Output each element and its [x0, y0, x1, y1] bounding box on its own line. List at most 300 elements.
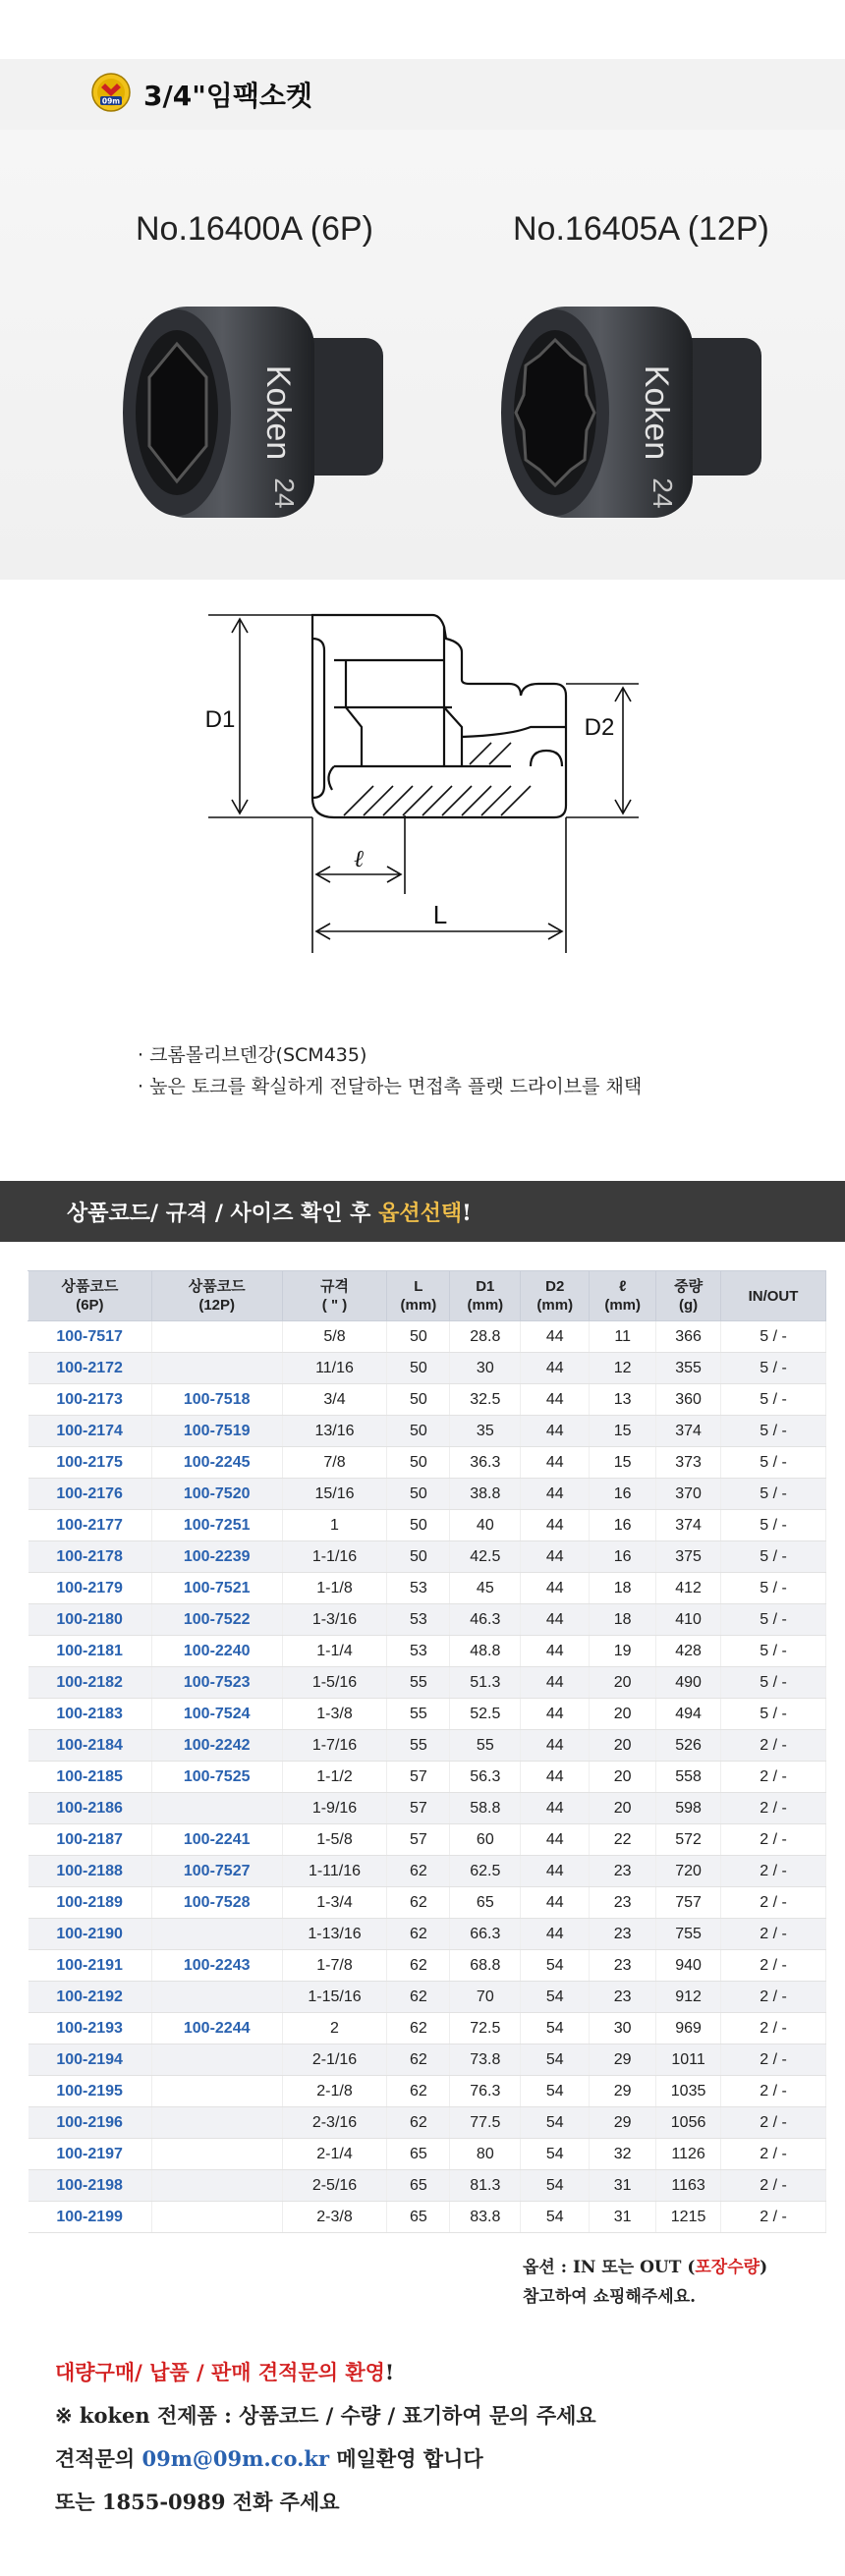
table-cell: 62 [387, 2107, 450, 2139]
table-row [28, 1541, 826, 1573]
table-header-cell [521, 1271, 590, 1321]
table-cell: 2 / - [721, 1919, 826, 1950]
table-cell: 428 [656, 1636, 721, 1667]
header-unit: (6P) [76, 1297, 104, 1314]
product-code-cell[interactable]: 100-2196 [28, 2107, 152, 2139]
table-cell: 54 [521, 1950, 590, 1982]
table-cell: 13 [590, 1384, 656, 1416]
product-code-cell[interactable]: 100-2197 [28, 2139, 152, 2170]
product-code-cell[interactable]: 100-2193 [28, 2013, 152, 2044]
banner-end: ! [462, 1201, 472, 1226]
table-cell: 44 [521, 1384, 590, 1416]
product-code-cell[interactable]: 100-7525 [151, 1762, 282, 1793]
table-cell: 1-9/16 [282, 1793, 387, 1824]
table-cell: 51.3 [450, 1667, 521, 1699]
table-cell: 32.5 [450, 1384, 521, 1416]
note-material: · 크롬몰리브덴강(SCM435) [138, 1044, 367, 1066]
svg-text:09m: 09m [101, 96, 121, 106]
table-cell: 46.3 [450, 1604, 521, 1636]
table-cell: 29 [590, 2076, 656, 2107]
product-code-cell [151, 2107, 282, 2139]
table-cell: 53 [387, 1573, 450, 1604]
table-cell: 5 / - [721, 1636, 826, 1667]
table-cell: 1-3/16 [282, 1604, 387, 1636]
table-cell: 1-7/16 [282, 1730, 387, 1762]
product-code-cell[interactable]: 100-7517 [28, 1321, 152, 1353]
product-code-cell[interactable]: 100-2179 [28, 1573, 152, 1604]
contact-email-post: 메일환영 합니다 [329, 2446, 483, 2471]
table-cell: 42.5 [450, 1541, 521, 1573]
table-cell: 5 / - [721, 1416, 826, 1447]
table-cell: 366 [656, 1321, 721, 1353]
table-cell: 1-3/4 [282, 1887, 387, 1919]
table-cell: 1-3/8 [282, 1699, 387, 1730]
table-cell: 62 [387, 1919, 450, 1950]
table-cell: 44 [521, 1887, 590, 1919]
header-unit: (mm) [536, 1297, 574, 1314]
table-cell: 62 [387, 1887, 450, 1919]
product-code-cell [151, 1321, 282, 1353]
svg-text:24: 24 [269, 477, 300, 509]
product-code-cell[interactable]: 100-7251 [151, 1510, 282, 1541]
table-cell: 44 [521, 1604, 590, 1636]
product-code-cell [151, 2139, 282, 2170]
product-code-cell[interactable]: 100-2245 [151, 1447, 282, 1479]
product-name-12p: No.16405A (12P) [513, 210, 769, 248]
table-cell: 48.8 [450, 1636, 521, 1667]
product-code-cell[interactable]: 100-7519 [151, 1416, 282, 1447]
contact-bulk-text: 대량구매/ 납품 / 판매 견적문의 환영 [55, 2360, 385, 2384]
table-cell: 2 / - [721, 1730, 826, 1762]
product-code-cell[interactable]: 100-2198 [28, 2170, 152, 2202]
table-row [28, 1982, 826, 2013]
table-cell: 360 [656, 1384, 721, 1416]
table-cell: 755 [656, 1919, 721, 1950]
table-cell: 65 [450, 1887, 521, 1919]
table-cell: 83.8 [450, 2202, 521, 2233]
table-cell: 55 [387, 1667, 450, 1699]
table-cell: 940 [656, 1950, 721, 1982]
product-code-cell[interactable]: 100-2176 [28, 1479, 152, 1510]
product-code-cell[interactable]: 100-2185 [28, 1762, 152, 1793]
table-cell: 355 [656, 1353, 721, 1384]
table-row [28, 1636, 826, 1667]
table-cell: 54 [521, 2044, 590, 2076]
table-row [28, 2076, 826, 2107]
table-cell: 68.8 [450, 1950, 521, 1982]
table-cell: 50 [387, 1541, 450, 1573]
table-cell: 1126 [656, 2139, 721, 2170]
table-cell: 44 [521, 1541, 590, 1573]
table-cell: 598 [656, 1793, 721, 1824]
table-cell: 44 [521, 1573, 590, 1604]
option-note-end: ) [760, 2258, 768, 2277]
table-cell: 2 / - [721, 1793, 826, 1824]
table-cell: 44 [521, 1762, 590, 1793]
contact-phone-text: 또는 1855-0989 전화 주세요 [55, 2490, 340, 2514]
table-header-cell [151, 1271, 282, 1321]
table-header-cell [656, 1271, 721, 1321]
table-cell: 1-5/8 [282, 1824, 387, 1856]
table-header-cell [28, 1271, 152, 1321]
table-cell: 65 [387, 2170, 450, 2202]
product-code-cell[interactable]: 100-2191 [28, 1950, 152, 1982]
table-cell: 23 [590, 1887, 656, 1919]
product-code-cell[interactable]: 100-2181 [28, 1636, 152, 1667]
table-cell: 62 [387, 1856, 450, 1887]
table-cell: 1011 [656, 2044, 721, 2076]
product-code-cell[interactable]: 100-2174 [28, 1416, 152, 1447]
svg-text:D1: D1 [204, 706, 236, 733]
header-label: ℓ [618, 1278, 627, 1295]
product-code-cell[interactable]: 100-2183 [28, 1699, 152, 1730]
table-cell: 30 [590, 2013, 656, 2044]
product-code-cell [151, 1919, 282, 1950]
product-code-cell[interactable]: 100-2199 [28, 2202, 152, 2233]
table-cell: 2 / - [721, 2107, 826, 2139]
table-cell: 2 / - [721, 1887, 826, 1919]
table-cell: 1-15/16 [282, 1982, 387, 2013]
table-cell: 50 [387, 1447, 450, 1479]
product-code-cell[interactable]: 100-2189 [28, 1887, 152, 1919]
table-cell: 2 / - [721, 1824, 826, 1856]
table-cell: 1056 [656, 2107, 721, 2139]
table-cell: 53 [387, 1636, 450, 1667]
table-cell: 2 / - [721, 1950, 826, 1982]
table-cell: 11/16 [282, 1353, 387, 1384]
table-cell: 1-1/8 [282, 1573, 387, 1604]
table-cell: 44 [521, 1824, 590, 1856]
table-cell: 16 [590, 1510, 656, 1541]
contact-info [55, 2351, 596, 2524]
table-cell: 912 [656, 1982, 721, 2013]
table-cell: 558 [656, 1762, 721, 1793]
table-cell: 57 [387, 1824, 450, 1856]
socket-section-drawing [0, 580, 845, 1002]
page-title: 3/4"임팩소켓 [143, 80, 312, 112]
table-cell: 5/8 [282, 1321, 387, 1353]
table-body [28, 1321, 826, 2233]
product-code-cell[interactable]: 100-2240 [151, 1636, 282, 1667]
spec-table [28, 1270, 826, 2233]
table-row [28, 2202, 826, 2233]
table-cell: 374 [656, 1416, 721, 1447]
svg-text:ℓ: ℓ [354, 847, 364, 872]
svg-text:Koken: Koken [259, 364, 297, 461]
product-image-area [0, 130, 845, 580]
option-note [523, 2253, 767, 2312]
table-cell: 62 [387, 2076, 450, 2107]
table-cell: 62 [387, 1950, 450, 1982]
table-cell: 44 [521, 1447, 590, 1479]
table-row [28, 1667, 826, 1699]
header-label: D1 [476, 1278, 495, 1295]
product-code-cell[interactable]: 100-7521 [151, 1573, 282, 1604]
product-code-cell [151, 2076, 282, 2107]
table-cell: 373 [656, 1447, 721, 1479]
table-cell: 490 [656, 1667, 721, 1699]
table-row [28, 1856, 826, 1887]
table-cell: 18 [590, 1573, 656, 1604]
header-label: 상품코드 [188, 1278, 246, 1295]
table-cell: 23 [590, 1856, 656, 1887]
table-cell: 22 [590, 1824, 656, 1856]
table-cell: 57 [387, 1762, 450, 1793]
table-cell: 57 [387, 1793, 450, 1824]
page-header [0, 59, 845, 130]
header-label: D2 [545, 1278, 565, 1295]
table-cell: 20 [590, 1730, 656, 1762]
table-cell: 72.5 [450, 2013, 521, 2044]
table-cell: 1035 [656, 2076, 721, 2107]
product-code-cell[interactable]: 100-2243 [151, 1950, 282, 1982]
table-cell: 13/16 [282, 1416, 387, 1447]
table-cell: 5 / - [721, 1667, 826, 1699]
table-cell: 5 / - [721, 1510, 826, 1541]
product-code-cell[interactable]: 100-7523 [151, 1667, 282, 1699]
header-unit: (g) [679, 1297, 699, 1314]
table-cell: 44 [521, 1321, 590, 1353]
contact-email-pre: 견적문의 [55, 2446, 142, 2471]
product-code-cell[interactable]: 100-2239 [151, 1541, 282, 1573]
table-cell: 5 / - [721, 1604, 826, 1636]
table-cell: 54 [521, 2202, 590, 2233]
table-cell: 5 / - [721, 1384, 826, 1416]
table-cell: 15/16 [282, 1479, 387, 1510]
table-row [28, 1824, 826, 1856]
table-cell: 410 [656, 1604, 721, 1636]
socket-6p-image [108, 297, 403, 532]
table-cell: 55 [387, 1699, 450, 1730]
product-code-cell[interactable]: 100-2188 [28, 1856, 152, 1887]
table-row [28, 2170, 826, 2202]
table-cell: 2 / - [721, 2170, 826, 2202]
table-cell: 23 [590, 1919, 656, 1950]
product-code-cell [151, 1353, 282, 1384]
product-code-cell[interactable]: 100-2173 [28, 1384, 152, 1416]
table-cell: 2 / - [721, 2076, 826, 2107]
product-code-cell[interactable]: 100-2192 [28, 1982, 152, 2013]
dimension-diagram [0, 580, 845, 1002]
product-code-cell[interactable]: 100-2187 [28, 1824, 152, 1856]
table-cell: 38.8 [450, 1479, 521, 1510]
product-code-cell[interactable]: 100-2244 [151, 2013, 282, 2044]
table-row [28, 2044, 826, 2076]
svg-text:D2: D2 [584, 714, 615, 741]
header-label: 규격 [320, 1278, 349, 1295]
table-row [28, 1887, 826, 1919]
table-cell: 62 [387, 1982, 450, 2013]
table-cell: 54 [521, 2139, 590, 2170]
table-cell: 20 [590, 1699, 656, 1730]
table-cell: 2-1/4 [282, 2139, 387, 2170]
product-code-cell [151, 2044, 282, 2076]
table-cell: 1 [282, 1510, 387, 1541]
note-drive: · 높은 토크를 확실하게 전달하는 면접촉 플랫 드라이브를 채택 [138, 1076, 643, 1097]
contact-bulk-end: ! [384, 2360, 395, 2384]
table-cell: 16 [590, 1479, 656, 1510]
product-code-cell[interactable]: 100-7524 [151, 1699, 282, 1730]
product-code-cell[interactable]: 100-2241 [151, 1824, 282, 1856]
product-code-cell[interactable]: 100-2194 [28, 2044, 152, 2076]
table-cell: 54 [521, 1982, 590, 2013]
table-row [28, 1604, 826, 1636]
table-row [28, 1479, 826, 1510]
table-cell: 40 [450, 1510, 521, 1541]
table-cell: 44 [521, 1667, 590, 1699]
table-header-cell [387, 1271, 450, 1321]
option-note-line2: 참고하여 쇼핑해주세요. [523, 2287, 697, 2307]
banner-highlight: 옵션선택 [378, 1201, 463, 1226]
table-cell: 44 [521, 1416, 590, 1447]
table-cell: 44 [521, 1479, 590, 1510]
table-cell: 494 [656, 1699, 721, 1730]
table-cell: 1163 [656, 2170, 721, 2202]
product-code-cell[interactable]: 100-2172 [28, 1353, 152, 1384]
table-cell: 29 [590, 2044, 656, 2076]
table-cell: 23 [590, 1982, 656, 2013]
contact-email-link[interactable]: 09m@09m.co.kr [141, 2446, 330, 2471]
table-cell: 20 [590, 1793, 656, 1824]
table-cell: 757 [656, 1887, 721, 1919]
table-cell: 526 [656, 1730, 721, 1762]
table-cell: 1-7/8 [282, 1950, 387, 1982]
product-code-cell[interactable]: 100-7528 [151, 1887, 282, 1919]
table-cell: 44 [521, 1793, 590, 1824]
table-cell: 2-3/16 [282, 2107, 387, 2139]
product-code-cell[interactable]: 100-2195 [28, 2076, 152, 2107]
table-cell: 1-1/4 [282, 1636, 387, 1667]
table-cell: 62.5 [450, 1856, 521, 1887]
product-code-cell[interactable]: 100-2190 [28, 1919, 152, 1950]
table-cell: 45 [450, 1573, 521, 1604]
table-cell: 44 [521, 1353, 590, 1384]
product-code-cell[interactable]: 100-2242 [151, 1730, 282, 1762]
table-cell: 29 [590, 2107, 656, 2139]
product-code-cell [151, 2170, 282, 2202]
table-cell: 23 [590, 1950, 656, 1982]
product-code-cell [151, 1793, 282, 1824]
product-code-cell[interactable]: 100-2178 [28, 1541, 152, 1573]
option-note-highlight: 포장수량 [695, 2258, 760, 2277]
header-label: 상품코드 [61, 1278, 119, 1295]
table-row [28, 1950, 826, 1982]
table-cell: 2-1/8 [282, 2076, 387, 2107]
product-code-cell [151, 1982, 282, 2013]
table-cell: 2 / - [721, 2044, 826, 2076]
table-row [28, 1321, 826, 1353]
table-cell: 50 [387, 1416, 450, 1447]
table-cell: 54 [521, 2013, 590, 2044]
table-cell: 1-1/2 [282, 1762, 387, 1793]
header-unit: ( " ) [321, 1297, 348, 1314]
table-cell: 969 [656, 2013, 721, 2044]
header-unit: (mm) [604, 1297, 641, 1314]
product-code-cell[interactable]: 100-2184 [28, 1730, 152, 1762]
product-code-cell[interactable]: 100-2186 [28, 1793, 152, 1824]
brand-logo-icon [91, 73, 131, 112]
table-cell: 50 [387, 1479, 450, 1510]
product-code-cell[interactable]: 100-7527 [151, 1856, 282, 1887]
table-cell: 44 [521, 1699, 590, 1730]
table-cell: 1-11/16 [282, 1856, 387, 1887]
table-cell: 50 [387, 1321, 450, 1353]
table-cell: 2 / - [721, 2013, 826, 2044]
table-cell: 50 [387, 1384, 450, 1416]
table-cell: 15 [590, 1447, 656, 1479]
option-note-text: 옵션 : IN 또는 OUT ( [523, 2258, 696, 2277]
table-header-cell [721, 1271, 826, 1321]
svg-text:Koken: Koken [638, 364, 675, 461]
table-cell: 1215 [656, 2202, 721, 2233]
table-header-cell [282, 1271, 387, 1321]
table-cell: 5 / - [721, 1699, 826, 1730]
table-cell: 31 [590, 2170, 656, 2202]
table-cell: 1-5/16 [282, 1667, 387, 1699]
table-cell: 5 / - [721, 1321, 826, 1353]
table-row [28, 1416, 826, 1447]
product-code-cell[interactable]: 100-7518 [151, 1384, 282, 1416]
table-cell: 5 / - [721, 1353, 826, 1384]
product-code-cell[interactable]: 100-7520 [151, 1479, 282, 1510]
table-cell: 1-13/16 [282, 1919, 387, 1950]
table-cell: 2-1/16 [282, 2044, 387, 2076]
table-cell: 374 [656, 1510, 721, 1541]
table-cell: 44 [521, 1510, 590, 1541]
table-row [28, 2107, 826, 2139]
table-cell: 2 / - [721, 2139, 826, 2170]
table-cell: 16 [590, 1541, 656, 1573]
product-notes [138, 1039, 642, 1102]
table-cell: 5 / - [721, 1479, 826, 1510]
table-cell: 58.8 [450, 1793, 521, 1824]
table-cell: 80 [450, 2139, 521, 2170]
table-row [28, 1510, 826, 1541]
table-row [28, 1699, 826, 1730]
table-cell: 44 [521, 1856, 590, 1887]
table-cell: 370 [656, 1479, 721, 1510]
table-cell: 30 [450, 1353, 521, 1384]
svg-text:L: L [432, 900, 448, 929]
table-cell: 20 [590, 1667, 656, 1699]
product-code-cell[interactable]: 100-2182 [28, 1667, 152, 1699]
product-code-cell[interactable]: 100-2175 [28, 1447, 152, 1479]
table-cell: 11 [590, 1321, 656, 1353]
table-cell: 76.3 [450, 2076, 521, 2107]
socket-12p-image [486, 297, 781, 532]
table-cell: 375 [656, 1541, 721, 1573]
table-cell: 44 [521, 1919, 590, 1950]
product-code-cell[interactable]: 100-2177 [28, 1510, 152, 1541]
table-row [28, 1353, 826, 1384]
table-cell: 12 [590, 1353, 656, 1384]
table-cell: 62 [387, 2013, 450, 2044]
header-unit: (12P) [198, 1297, 236, 1314]
table-cell: 52.5 [450, 1699, 521, 1730]
table-row [28, 1793, 826, 1824]
product-code-cell[interactable]: 100-2180 [28, 1604, 152, 1636]
table-cell: 572 [656, 1824, 721, 1856]
contact-inquiry-text: ※ koken 전제품 : 상품코드 / 수량 / 표기하여 문의 주세요 [55, 2403, 596, 2428]
table-cell: 62 [387, 2044, 450, 2076]
table-row [28, 1384, 826, 1416]
table-cell: 81.3 [450, 2170, 521, 2202]
product-code-cell[interactable]: 100-7522 [151, 1604, 282, 1636]
table-cell: 20 [590, 1762, 656, 1793]
table-cell: 50 [387, 1353, 450, 1384]
table-cell: 65 [387, 2139, 450, 2170]
table-cell: 70 [450, 1982, 521, 2013]
